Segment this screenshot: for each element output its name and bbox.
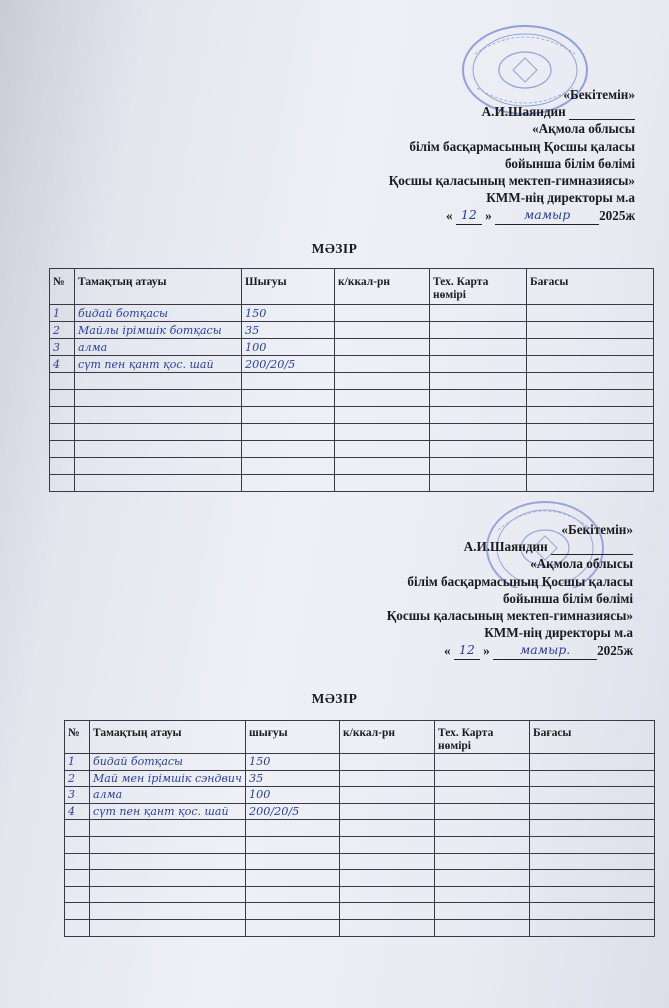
table-row — [50, 458, 654, 475]
yield-cell — [242, 305, 335, 322]
table-row — [65, 754, 655, 771]
row-number-cell — [65, 853, 90, 870]
handwritten-text: алма — [78, 340, 108, 354]
dish-name-cell — [90, 787, 246, 804]
tech-card-cell — [430, 322, 527, 339]
table-row — [50, 407, 654, 424]
column-header: Тамақтың атауы — [90, 721, 246, 754]
table-row — [50, 441, 654, 458]
tech-card-cell — [435, 836, 530, 853]
table-row — [65, 803, 655, 820]
price-cell — [530, 820, 655, 837]
price-cell — [530, 870, 655, 887]
yield-cell — [246, 836, 340, 853]
approval-block-1 — [389, 86, 635, 225]
column-header: Тех. Карта нөмірі — [430, 269, 527, 305]
row-number-cell — [65, 870, 90, 887]
table-row — [50, 390, 654, 407]
dish-name-cell — [75, 475, 242, 492]
dish-name-cell — [75, 322, 242, 339]
price-cell — [527, 441, 654, 458]
yield-cell — [242, 339, 335, 356]
kcal-cell — [340, 803, 435, 820]
table-row — [65, 919, 655, 936]
kcal-cell — [340, 919, 435, 936]
handwritten-text: 200/20/5 — [249, 805, 300, 819]
column-header: Шығуы — [242, 269, 335, 305]
handwritten-text: сүт пен қант қос. шай — [93, 805, 229, 819]
price-cell — [530, 836, 655, 853]
yield-cell — [246, 754, 340, 771]
table-row — [65, 770, 655, 787]
kcal-cell — [335, 305, 430, 322]
tech-card-cell — [430, 407, 527, 424]
handwritten-text: 2 — [68, 771, 75, 785]
tech-card-cell — [430, 458, 527, 475]
table-row — [50, 356, 654, 373]
dish-name-cell — [75, 458, 242, 475]
date-year: 2025ж — [599, 208, 635, 224]
kcal-cell — [340, 853, 435, 870]
org-line-1: «Ақмола облысы — [532, 121, 635, 137]
date-year: 2025ж — [597, 643, 633, 659]
tech-card-cell — [435, 919, 530, 936]
approval-date — [387, 641, 633, 659]
date-close-quote: » — [485, 208, 492, 224]
row-number-cell — [65, 820, 90, 837]
column-header: шығуы — [246, 721, 340, 754]
price-cell — [527, 373, 654, 390]
dish-name-cell — [90, 903, 246, 920]
org-line-2: білім басқармасының Қосшы қаласы — [409, 138, 635, 154]
yield-cell — [246, 820, 340, 837]
menu-table-2 — [64, 720, 655, 937]
dish-name-cell — [90, 886, 246, 903]
column-header: к/ккал-рн — [340, 721, 435, 754]
dish-name-cell — [90, 820, 246, 837]
price-cell — [527, 339, 654, 356]
price-cell — [530, 919, 655, 936]
column-header: Бағасы — [530, 721, 655, 754]
handwritten-text: 200/20/5 — [245, 357, 296, 371]
tech-card-cell — [430, 356, 527, 373]
dish-name-cell — [75, 424, 242, 441]
org-line-4: Қосшы қаласының мектеп-гимназиясы» — [386, 608, 633, 624]
yield-cell — [242, 390, 335, 407]
row-number-cell — [50, 390, 75, 407]
org-line-3: бойынша білім бөлімі — [502, 590, 633, 606]
tech-card-cell — [435, 754, 530, 771]
kcal-cell — [335, 390, 430, 407]
org-line-1: «Ақмола облысы — [530, 556, 633, 572]
org-line-5: КММ-нің директоры м.а — [484, 625, 633, 641]
handwritten-text: 4 — [53, 357, 60, 371]
price-cell — [527, 390, 654, 407]
dish-name-cell — [90, 853, 246, 870]
yield-cell — [246, 886, 340, 903]
price-cell — [527, 305, 654, 322]
handwritten-text: 1 — [68, 755, 75, 769]
dish-name-cell — [75, 356, 242, 373]
tech-card-cell — [435, 803, 530, 820]
dish-name-cell — [75, 339, 242, 356]
price-cell — [527, 356, 654, 373]
row-number-cell — [50, 356, 75, 373]
kcal-cell — [335, 373, 430, 390]
yield-cell — [242, 458, 335, 475]
handwritten-text: 3 — [53, 340, 60, 354]
yield-cell — [242, 441, 335, 458]
yield-cell — [246, 919, 340, 936]
yield-cell — [246, 787, 340, 804]
date-month: мамыр. — [493, 641, 597, 659]
column-header: Тех. Карта нөмірі — [435, 721, 530, 754]
director-name-line — [387, 538, 633, 555]
kcal-cell — [335, 356, 430, 373]
yield-cell — [242, 475, 335, 492]
handwritten-text: 35 — [245, 323, 260, 337]
row-number-cell — [65, 903, 90, 920]
kcal-cell — [340, 886, 435, 903]
director-name-line — [389, 103, 635, 120]
kcal-cell — [335, 339, 430, 356]
tech-card-cell — [430, 390, 527, 407]
column-header: № — [65, 721, 90, 754]
yield-cell — [242, 424, 335, 441]
tech-card-cell — [430, 441, 527, 458]
kcal-cell — [340, 903, 435, 920]
row-number-cell — [50, 322, 75, 339]
table-row — [65, 836, 655, 853]
approval-block-2 — [387, 521, 633, 660]
tech-card-cell — [435, 886, 530, 903]
table-row — [65, 787, 655, 804]
tech-card-cell — [430, 424, 527, 441]
kcal-cell — [340, 870, 435, 887]
tech-card-cell — [435, 870, 530, 887]
org-line-2: білім басқармасының Қосшы қаласы — [407, 573, 633, 589]
row-number-cell — [50, 458, 75, 475]
tech-card-cell — [435, 903, 530, 920]
dish-name-cell — [75, 305, 242, 322]
row-number-cell — [65, 787, 90, 804]
row-number-cell — [65, 886, 90, 903]
column-header: Бағасы — [527, 269, 654, 305]
price-cell — [530, 754, 655, 771]
kcal-cell — [335, 424, 430, 441]
price-cell — [530, 886, 655, 903]
dish-name-cell — [90, 770, 246, 787]
row-number-cell — [65, 919, 90, 936]
row-number-cell — [50, 424, 75, 441]
handwritten-text: 100 — [245, 340, 267, 354]
kcal-cell — [340, 836, 435, 853]
kcal-cell — [335, 407, 430, 424]
price-cell — [530, 770, 655, 787]
yield-cell — [242, 373, 335, 390]
tech-card-cell — [430, 305, 527, 322]
table-row — [65, 903, 655, 920]
row-number-cell — [50, 475, 75, 492]
dish-name-cell — [90, 836, 246, 853]
price-cell — [527, 424, 654, 441]
handwritten-text: 35 — [249, 771, 264, 785]
handwritten-text: бидай ботқасы — [78, 306, 169, 320]
handwritten-text: 1 — [53, 306, 60, 320]
price-cell — [530, 787, 655, 804]
kcal-cell — [335, 441, 430, 458]
handwritten-text: 150 — [245, 306, 267, 320]
yield-cell — [246, 770, 340, 787]
row-number-cell — [50, 305, 75, 322]
tech-card-cell — [435, 770, 530, 787]
menu-table-1 — [49, 268, 654, 492]
row-number-cell — [65, 754, 90, 771]
dish-name-cell — [75, 407, 242, 424]
kcal-cell — [335, 458, 430, 475]
dish-name-cell — [90, 754, 246, 771]
column-header: Тамақтың атауы — [75, 269, 242, 305]
row-number-cell — [50, 373, 75, 390]
org-line-4: Қосшы қаласының мектеп-гимназиясы» — [388, 173, 635, 189]
handwritten-text: бидай ботқасы — [93, 755, 184, 769]
tech-card-cell — [435, 853, 530, 870]
handwritten-text: алма — [93, 788, 123, 802]
table-row — [65, 820, 655, 837]
dish-name-cell — [90, 803, 246, 820]
menu-title-2: МӘЗІР — [311, 691, 358, 706]
dish-name-cell — [90, 919, 246, 936]
row-number-cell — [65, 836, 90, 853]
price-cell — [527, 407, 654, 424]
column-header: № — [50, 269, 75, 305]
price-cell — [530, 903, 655, 920]
approve-heading: «Бекітемін» — [561, 522, 633, 537]
date-day: 12 — [456, 206, 482, 224]
kcal-cell — [335, 475, 430, 492]
yield-cell — [242, 322, 335, 339]
kcal-cell — [340, 754, 435, 771]
date-open-quote: « — [445, 208, 453, 224]
price-cell — [530, 803, 655, 820]
date-open-quote: « — [443, 643, 451, 659]
handwritten-text: Майлы ірімшік ботқасы — [78, 323, 222, 337]
table-row — [65, 886, 655, 903]
table-row — [50, 424, 654, 441]
row-number-cell — [50, 407, 75, 424]
dish-name-cell — [75, 390, 242, 407]
tech-card-cell — [435, 820, 530, 837]
table-row — [50, 339, 654, 356]
table-row — [50, 322, 654, 339]
org-line-3: бойынша білім бөлімі — [504, 155, 635, 171]
handwritten-text: Май мен ірімшік сэндвич — [93, 771, 242, 785]
column-header: к/ккал-рн — [335, 269, 430, 305]
row-number-cell — [65, 770, 90, 787]
director-name: А.И.Шаяндин — [463, 539, 548, 555]
row-number-cell — [65, 803, 90, 820]
director-name: А.И.Шаяндин — [481, 104, 566, 120]
approve-heading: «Бекітемін» — [563, 87, 635, 102]
table-row — [50, 305, 654, 322]
table-row — [65, 870, 655, 887]
table-header-row — [50, 269, 654, 305]
kcal-cell — [340, 770, 435, 787]
yield-cell — [246, 853, 340, 870]
date-day: 12 — [454, 641, 480, 659]
tech-card-cell — [430, 339, 527, 356]
kcal-cell — [340, 787, 435, 804]
yield-cell — [246, 903, 340, 920]
date-month: мамыр — [495, 206, 599, 224]
dish-name-cell — [75, 441, 242, 458]
row-number-cell — [50, 339, 75, 356]
handwritten-text: 100 — [249, 788, 271, 802]
kcal-cell — [335, 322, 430, 339]
kcal-cell — [340, 820, 435, 837]
approval-date — [389, 206, 635, 224]
price-cell — [530, 853, 655, 870]
tech-card-cell — [430, 373, 527, 390]
yield-cell — [242, 356, 335, 373]
table-header-row — [65, 721, 655, 754]
handwritten-text: 2 — [53, 323, 60, 337]
handwritten-text: 4 — [68, 805, 75, 819]
table-row — [65, 853, 655, 870]
dish-name-cell — [90, 870, 246, 887]
row-number-cell — [50, 441, 75, 458]
table-row — [50, 373, 654, 390]
yield-cell — [246, 870, 340, 887]
tech-card-cell — [435, 787, 530, 804]
price-cell — [527, 322, 654, 339]
date-close-quote: » — [483, 643, 490, 659]
dish-name-cell — [75, 373, 242, 390]
handwritten-text: 3 — [68, 788, 75, 802]
handwritten-text: 150 — [249, 755, 271, 769]
price-cell — [527, 458, 654, 475]
handwritten-text: сүт пен қант қос. шай — [78, 357, 214, 371]
yield-cell — [246, 803, 340, 820]
yield-cell — [242, 407, 335, 424]
menu-title-1: МӘЗІР — [311, 241, 358, 256]
org-line-5: КММ-нің директоры м.а — [486, 190, 635, 206]
